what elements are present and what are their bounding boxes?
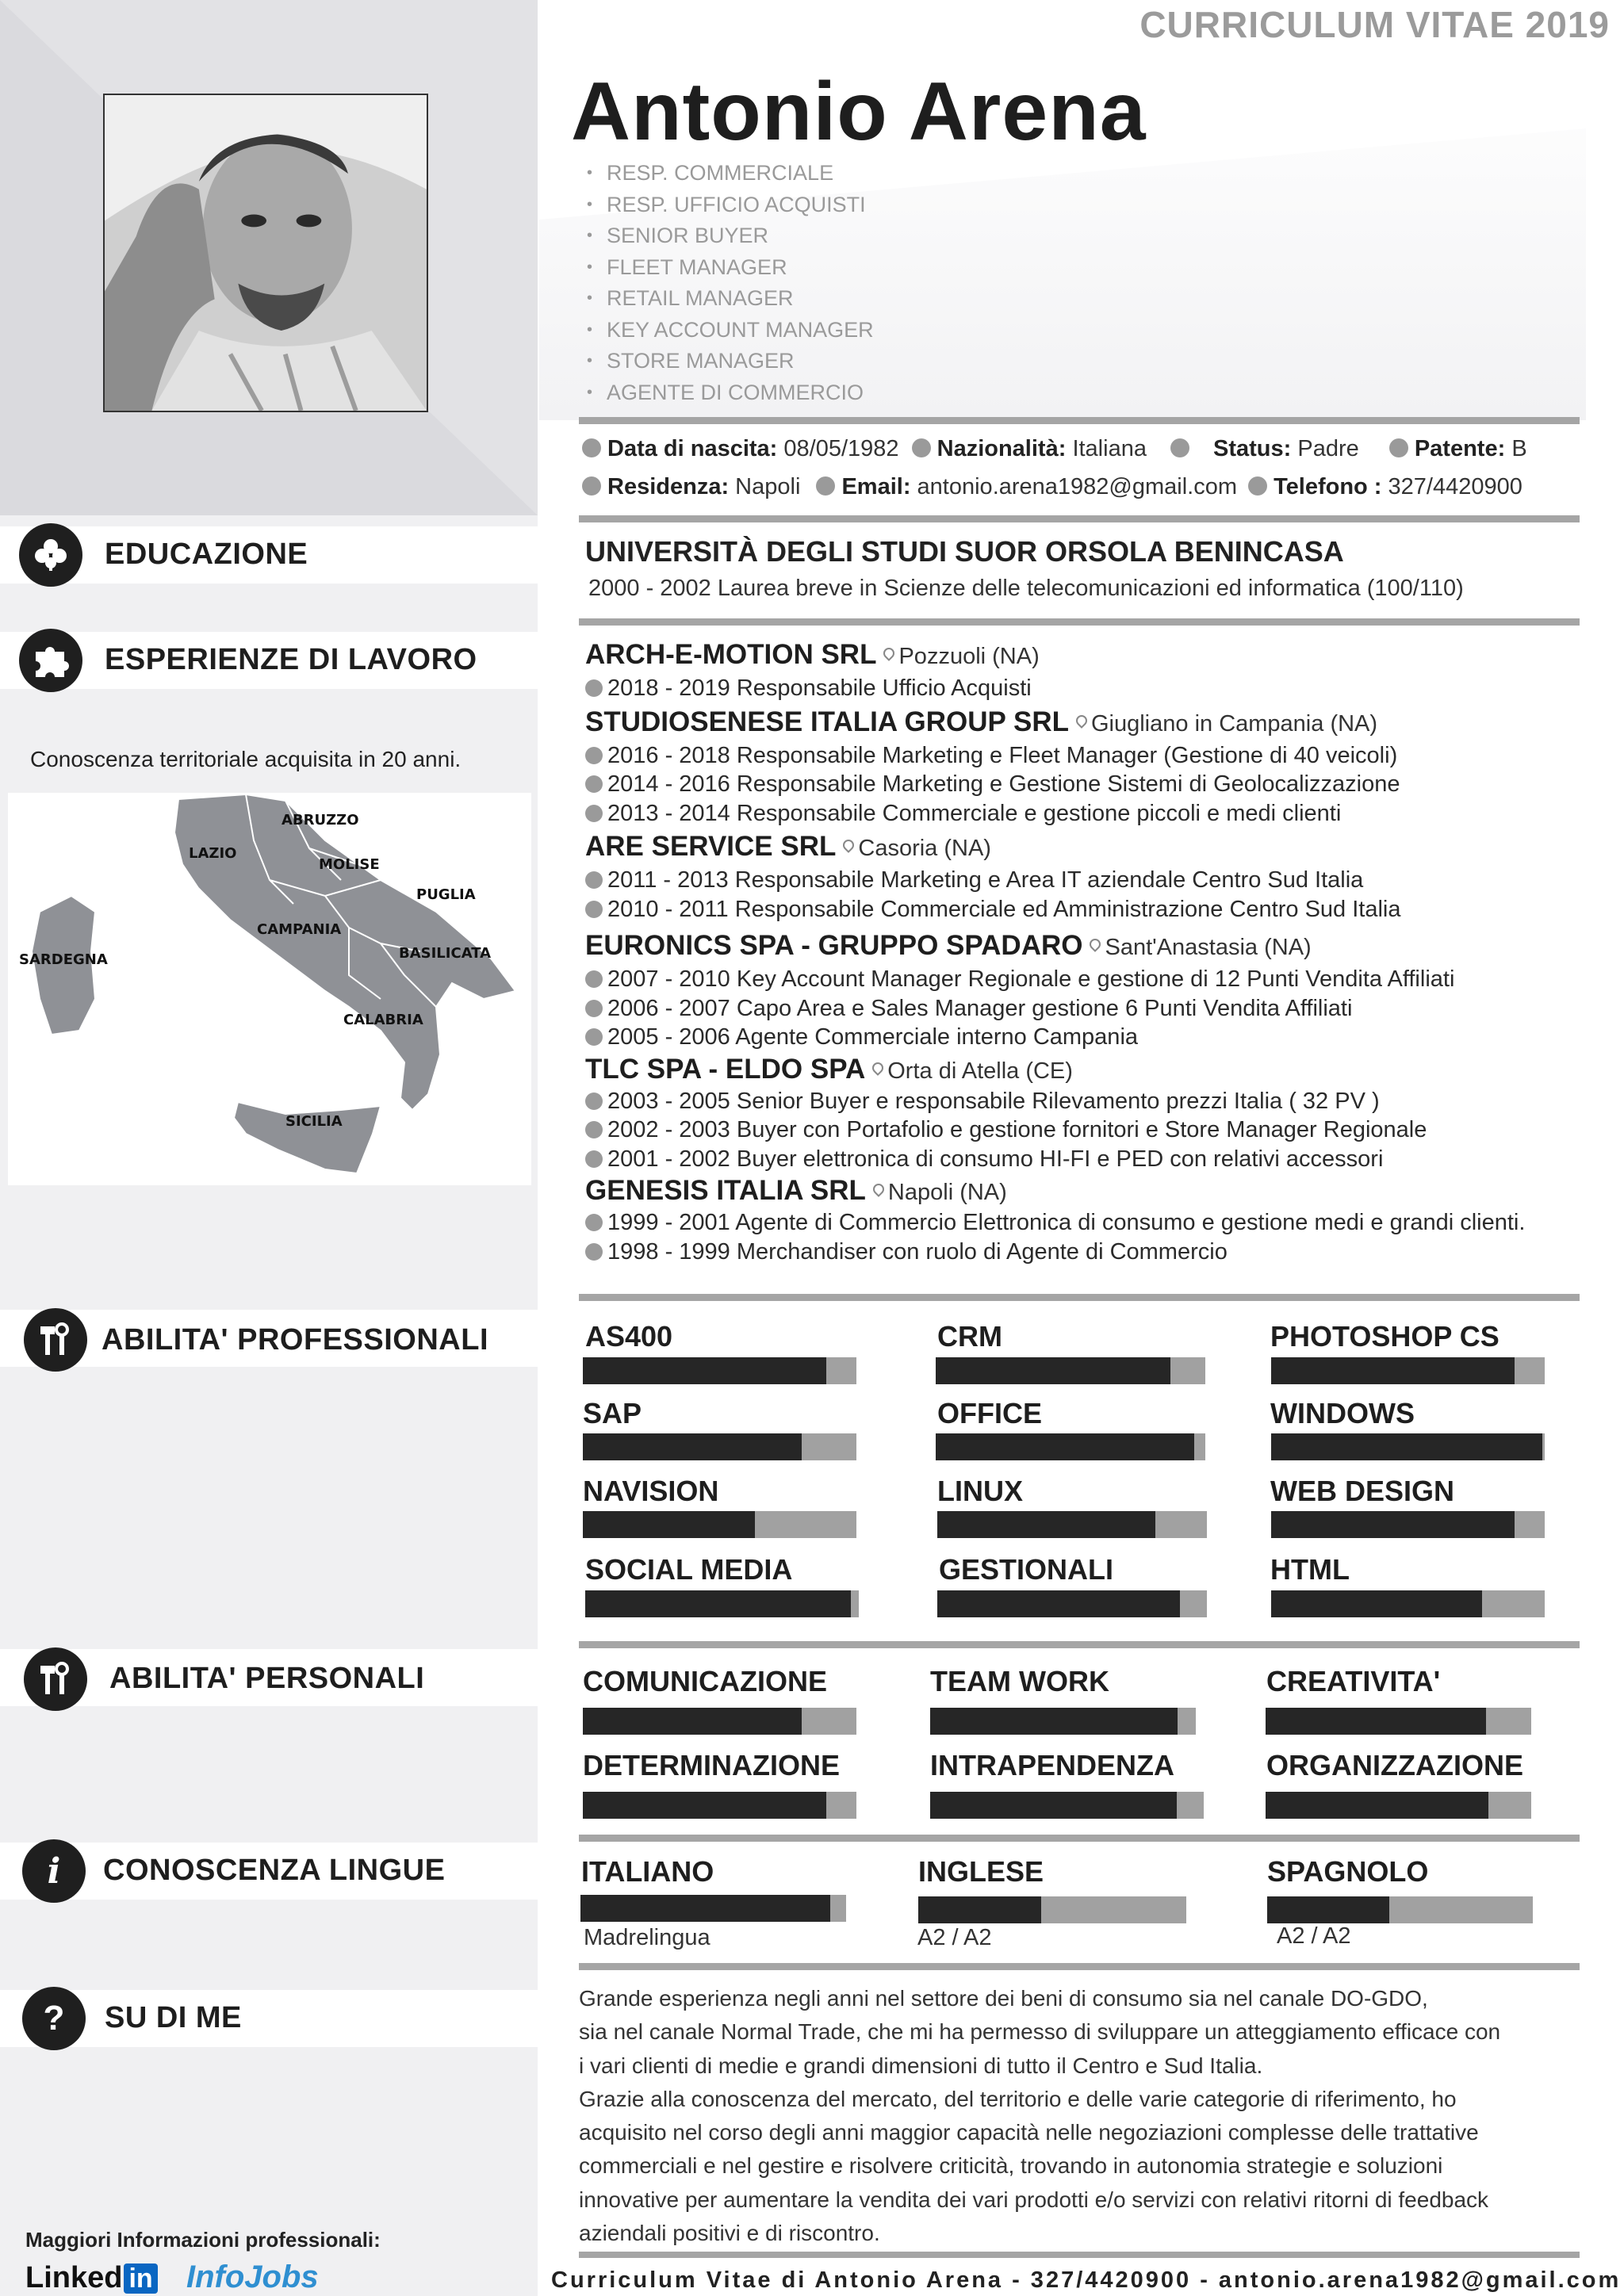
company-location: Sant'Anastasia (NA) [1105, 935, 1312, 960]
status-label: Status: [1213, 436, 1292, 461]
bullet-dot [585, 901, 603, 918]
location-pin-icon [871, 1062, 884, 1080]
section-title-experience: ESPERIENZE DI LAVORO [105, 643, 477, 676]
birth-label: Data di nascita: [607, 436, 778, 461]
bullet-dot [1248, 476, 1267, 496]
linkedin-badge: in [124, 2263, 157, 2294]
skill-bar-fill [585, 1590, 851, 1617]
skill-name: CREATIVITA' [1266, 1665, 1441, 1697]
language-level: Madrelingua [584, 1925, 710, 1950]
bullet-dot [585, 1150, 603, 1168]
skill-bar [583, 1792, 856, 1819]
skill-bar-fill [937, 1590, 1180, 1617]
language-bar-fill [918, 1896, 1041, 1923]
language-bar [1267, 1896, 1533, 1923]
bullet-dot [585, 1121, 603, 1138]
skill-name: SOCIAL MEDIA [585, 1553, 793, 1586]
candidate-name: Antonio Arena [571, 66, 1147, 158]
company-name: TLC SPA - ELDO SPA [585, 1053, 866, 1085]
nationality-label: Nazionalità: [936, 436, 1067, 461]
job-item: 1998 - 1999 Merchandiser con ruolo di Agente di Commercio [585, 1238, 1616, 1267]
skill-bar [1271, 1511, 1545, 1538]
divider [579, 417, 1580, 424]
company-name: ARCH-E-MOTION SRL [585, 639, 877, 670]
bullet-dot [582, 476, 601, 496]
nationality-value: Italiana [1072, 436, 1147, 461]
company-block [585, 637, 1616, 674]
location-pin-icon [1089, 939, 1101, 956]
job-item: 2018 - 2019 Responsabile Ufficio Acquisti [585, 674, 1616, 703]
company-block [585, 1175, 1616, 1208]
skill-name: WINDOWS [1270, 1397, 1415, 1429]
divider [579, 1641, 1580, 1648]
cv-year-label: CURRICULUM VITAE 2019 [1139, 4, 1610, 45]
skill-bar [583, 1357, 856, 1384]
residence-value: Napoli [735, 474, 801, 499]
job-item: 2005 - 2006 Agente Commerciale interno Campania [585, 1023, 1616, 1052]
role-item: • RESP. COMMERCIALE [587, 159, 874, 190]
skill-name: INTRAPENDENZA [930, 1749, 1175, 1781]
bullet-dot [585, 747, 603, 764]
info-icon: i [22, 1839, 86, 1903]
map-label-campania: CAMPANIA [257, 921, 342, 938]
footer-line: Curriculum Vitae di Antonio Arena - 327/4420900 - antonio.arena1982@gmail.com [551, 2267, 1622, 2293]
infojobs-logo[interactable]: InfoJobs [186, 2260, 319, 2294]
skill-name: DETERMINAZIONE [583, 1749, 840, 1781]
location-pin-icon [842, 840, 855, 857]
location-pin-icon [872, 1184, 885, 1201]
skill-name: NAVISION [583, 1475, 719, 1507]
company-name: EURONICS SPA - GRUPPO SPADARO [585, 930, 1083, 961]
section-title-about: SU DI ME [105, 2001, 242, 2034]
about-line: sia nel canale Normal Trade, che mi ha permesso di sviluppare un atteggiamento efficace con [579, 2019, 1501, 2045]
location-pin-icon [883, 648, 895, 665]
skill-name: WEB DESIGN [1270, 1475, 1455, 1507]
skill-bar-fill [583, 1433, 802, 1460]
job-item: 1999 - 2001 Agente di Commercio Elettronica di consumo e gestione medi e grandi clienti. [585, 1208, 1616, 1238]
job-item: 2002 - 2003 Buyer con Portafolio e gestione fornitori e Store Manager Regionale [585, 1115, 1616, 1145]
phone-value[interactable]: 327/4420900 [1388, 474, 1522, 499]
linkedin-text: Linked [25, 2261, 123, 2294]
divider [579, 1294, 1580, 1301]
bullet-dot [1170, 438, 1189, 457]
section-title-languages: CONOSCENZA LINGUE [103, 1854, 446, 1887]
job-item: 2007 - 2010 Key Account Manager Regionale e gestione di 12 Punti Vendita Affiliati [585, 965, 1616, 994]
skill-bar [936, 1357, 1205, 1384]
skill-bar [1266, 1792, 1531, 1819]
skill-name: CRM [937, 1320, 1002, 1353]
company-block [585, 829, 1616, 866]
language-level: A2 / A2 [1277, 1923, 1351, 1949]
email-label: Email: [841, 474, 911, 499]
skill-bar-fill [1271, 1590, 1482, 1617]
bullet-dot [585, 1000, 603, 1017]
bullet-dot [585, 1028, 603, 1046]
skill-name: ORGANIZZAZIONE [1266, 1749, 1523, 1781]
language-bar [580, 1895, 846, 1922]
more-info-label: Maggiori Informazioni professionali: [25, 2228, 381, 2252]
map-caption: Conoscenza territoriale acquisita in 20 anni. [30, 747, 462, 771]
skill-bar-fill [583, 1357, 826, 1384]
roles-list [587, 159, 874, 409]
skill-name: COMUNICAZIONE [583, 1665, 827, 1697]
language-bar [918, 1896, 1186, 1923]
language-bar-fill [1267, 1896, 1389, 1923]
bullet-dot [585, 970, 603, 988]
about-line: acquisito nel corso degli anni maggior capacità nelle negoziazioni complesse delle trattative [579, 2120, 1479, 2145]
skill-bar [583, 1708, 856, 1735]
language-bar-fill [580, 1895, 830, 1922]
skill-name: AS400 [585, 1320, 673, 1353]
role-item: • STORE MANAGER [587, 346, 874, 378]
profile-photo [103, 94, 428, 412]
skill-name: SAP [583, 1397, 642, 1429]
about-line: i vari clienti di medie e grandi dimensioni di tutto il Centro e Sud Italia. [579, 2053, 1263, 2078]
language-name: INGLESE [918, 1855, 1044, 1888]
skill-name: PHOTOSHOP CS [1270, 1320, 1500, 1353]
about-text [579, 1982, 1594, 2250]
language-level: A2 / A2 [917, 1925, 992, 1950]
map-label-abruzzo: ABRUZZO [282, 812, 359, 828]
skill-bar-fill [583, 1792, 826, 1819]
language-name: SPAGNOLO [1267, 1855, 1429, 1888]
company-location: Casoria (NA) [858, 836, 991, 861]
job-item: 2003 - 2005 Senior Buyer e responsabile Rilevamento prezzi Italia ( 32 PV ) [585, 1087, 1616, 1116]
bullet-dot [585, 1243, 603, 1261]
divider [579, 618, 1580, 626]
birth-value: 08/05/1982 [783, 436, 899, 461]
job-item: 2001 - 2002 Buyer elettronica di consumo HI-FI e PED con relativi accessori [585, 1145, 1616, 1174]
bullet-dot [585, 871, 603, 889]
skill-bar [583, 1433, 856, 1460]
section-title-education: EDUCAZIONE [105, 538, 308, 571]
job-item: 2006 - 2007 Capo Area e Sales Manager gestione 6 Punti Vendita Affiliati [585, 994, 1616, 1024]
about-line: Grazie alla conoscenza del mercato, del territorio e delle varie categorie di riferimento, ho [579, 2086, 1457, 2111]
role-item: • RETAIL MANAGER [587, 284, 874, 316]
personal-info-row-1 [582, 436, 1527, 462]
about-line: innovative per aumentare la vendita dei vari prodotti e/o servizi con relativi ritorni di feedback [579, 2187, 1489, 2212]
personal-info-row-2 [582, 474, 1522, 500]
skill-bar-fill [583, 1708, 802, 1735]
job-item: 2016 - 2018 Responsabile Marketing e Fleet Manager (Gestione di 40 veicoli) [585, 741, 1616, 771]
residence-label: Residenza: [607, 474, 730, 499]
map-label-molise: MOLISE [319, 856, 380, 873]
skill-bar-fill [936, 1357, 1170, 1384]
bullet-dot [582, 438, 601, 457]
skill-bar-fill [1266, 1708, 1486, 1735]
bullet-dot [585, 1214, 603, 1231]
map-label-puglia: PUGLIA [416, 886, 476, 903]
company-block [585, 705, 1616, 741]
experience-list [585, 636, 1616, 1266]
skill-bar-fill [1266, 1792, 1488, 1819]
portrait-image [105, 95, 427, 411]
skill-bar [1266, 1708, 1531, 1735]
license-label: Patente: [1414, 436, 1506, 461]
clover-icon [19, 523, 82, 587]
job-item: 2011 - 2013 Responsabile Marketing e Area IT aziendale Centro Sud Italia [585, 866, 1616, 895]
role-item: • SENIOR BUYER [587, 221, 874, 253]
job-item: 2013 - 2014 Responsabile Commerciale e gestione piccoli e medi clienti [585, 799, 1616, 828]
about-line: Grande esperienza negli anni nel settore dei beni di consumo sia nel canale DO-GDO, [579, 1986, 1428, 2011]
bullet-dot [585, 775, 603, 793]
job-item: 2014 - 2016 Responsabile Marketing e Gestione Sistemi di Geolocalizzazione [585, 770, 1616, 799]
company-name: STUDIOSENESE ITALIA GROUP SRL [585, 706, 1069, 737]
skill-name: HTML [1270, 1553, 1350, 1586]
education-detail: 2000 - 2002 Laurea breve in Scienze delle telecomunicazioni ed informatica (100/110) [588, 576, 1464, 601]
puzzle-icon [19, 629, 82, 692]
education-school: UNIVERSITÀ DEGLI STUDI SUOR ORSOLA BENINCASA [585, 535, 1344, 568]
email-value[interactable]: antonio.arena1982@gmail.com [917, 474, 1238, 499]
skill-name: LINUX [937, 1475, 1023, 1507]
skill-bar [585, 1590, 859, 1617]
skill-bar [930, 1792, 1204, 1819]
company-location: Giugliano in Campania (NA) [1090, 710, 1378, 737]
question-icon: ? [22, 1987, 86, 2050]
role-item: • RESP. UFFICIO ACQUISTI [587, 190, 874, 222]
skill-bar-fill [583, 1511, 755, 1538]
tools-icon [24, 1647, 87, 1711]
phone-label: Telefono : [1274, 474, 1382, 499]
divider [579, 1963, 1580, 1970]
role-item: • AGENTE DI COMMERCIO [587, 378, 874, 410]
company-name: GENESIS ITALIA SRL [585, 1175, 866, 1206]
skill-name: TEAM WORK [930, 1665, 1109, 1697]
bullet-dot [816, 476, 835, 496]
status-value: Padre [1297, 436, 1359, 461]
skill-bar [1271, 1357, 1545, 1384]
divider [579, 1835, 1580, 1842]
bullet-dot [1389, 438, 1408, 457]
company-location: Orta di Atella (CE) [887, 1058, 1073, 1084]
company-name: ARE SERVICE SRL [585, 831, 837, 862]
skill-bar-fill [936, 1433, 1194, 1460]
section-title-personal-skills: ABILITA' PERSONALI [109, 1662, 425, 1695]
map-label-basilicata: BASILICATA [399, 945, 492, 962]
skill-bar [936, 1433, 1205, 1460]
skill-bar-fill [930, 1708, 1178, 1735]
location-pin-icon [1075, 715, 1088, 733]
job-item: 2010 - 2011 Responsabile Commerciale ed Amministrazione Centro Sud Italia [585, 895, 1616, 924]
bullet-dot [585, 1093, 603, 1110]
company-block [585, 1054, 1616, 1087]
section-title-pro-skills: ABILITA' PROFESSIONALI [102, 1323, 489, 1357]
bullet-dot [585, 679, 603, 697]
skill-bar [937, 1590, 1207, 1617]
bullet-dot [912, 438, 931, 457]
skill-bar-fill [1271, 1357, 1515, 1384]
skill-name: OFFICE [937, 1397, 1042, 1429]
role-item: • KEY ACCOUNT MANAGER [587, 316, 874, 347]
skill-bar [583, 1511, 856, 1538]
linkedin-logo[interactable] [25, 2261, 158, 2295]
map-label-lazio: LAZIO [189, 845, 237, 862]
map-label-calabria: CALABRIA [343, 1012, 423, 1028]
skill-bar-fill [930, 1792, 1177, 1819]
skill-bar [1271, 1590, 1545, 1617]
bullet-dot [585, 805, 603, 822]
company-location: Napoli (NA) [887, 1180, 1007, 1205]
skill-bar [930, 1708, 1196, 1735]
about-line: commerciali e nel gestire e risolvere criticità, trovando in autonomia strategie e soluzioni [579, 2153, 1443, 2179]
skill-bar-fill [1271, 1433, 1542, 1460]
divider [579, 515, 1580, 522]
skill-bar-fill [1271, 1511, 1515, 1538]
license-value: B [1511, 436, 1527, 461]
skill-bar-fill [937, 1511, 1155, 1538]
map-label-sicilia: SICILIA [285, 1113, 343, 1130]
language-name: ITALIANO [581, 1855, 714, 1888]
skill-bar [937, 1511, 1207, 1538]
skill-name: GESTIONALI [939, 1553, 1114, 1586]
skill-bar [1271, 1433, 1545, 1460]
tools-icon [24, 1308, 87, 1372]
role-item: • FLEET MANAGER [587, 253, 874, 285]
map-label-sardegna: SARDEGNA [19, 951, 108, 968]
about-line: aziendali positivi e di riscontro. [579, 2221, 880, 2246]
company-location: Pozzuoli (NA) [898, 644, 1040, 669]
divider [579, 2252, 1580, 2258]
company-block [585, 928, 1616, 965]
italy-map [8, 793, 531, 1185]
